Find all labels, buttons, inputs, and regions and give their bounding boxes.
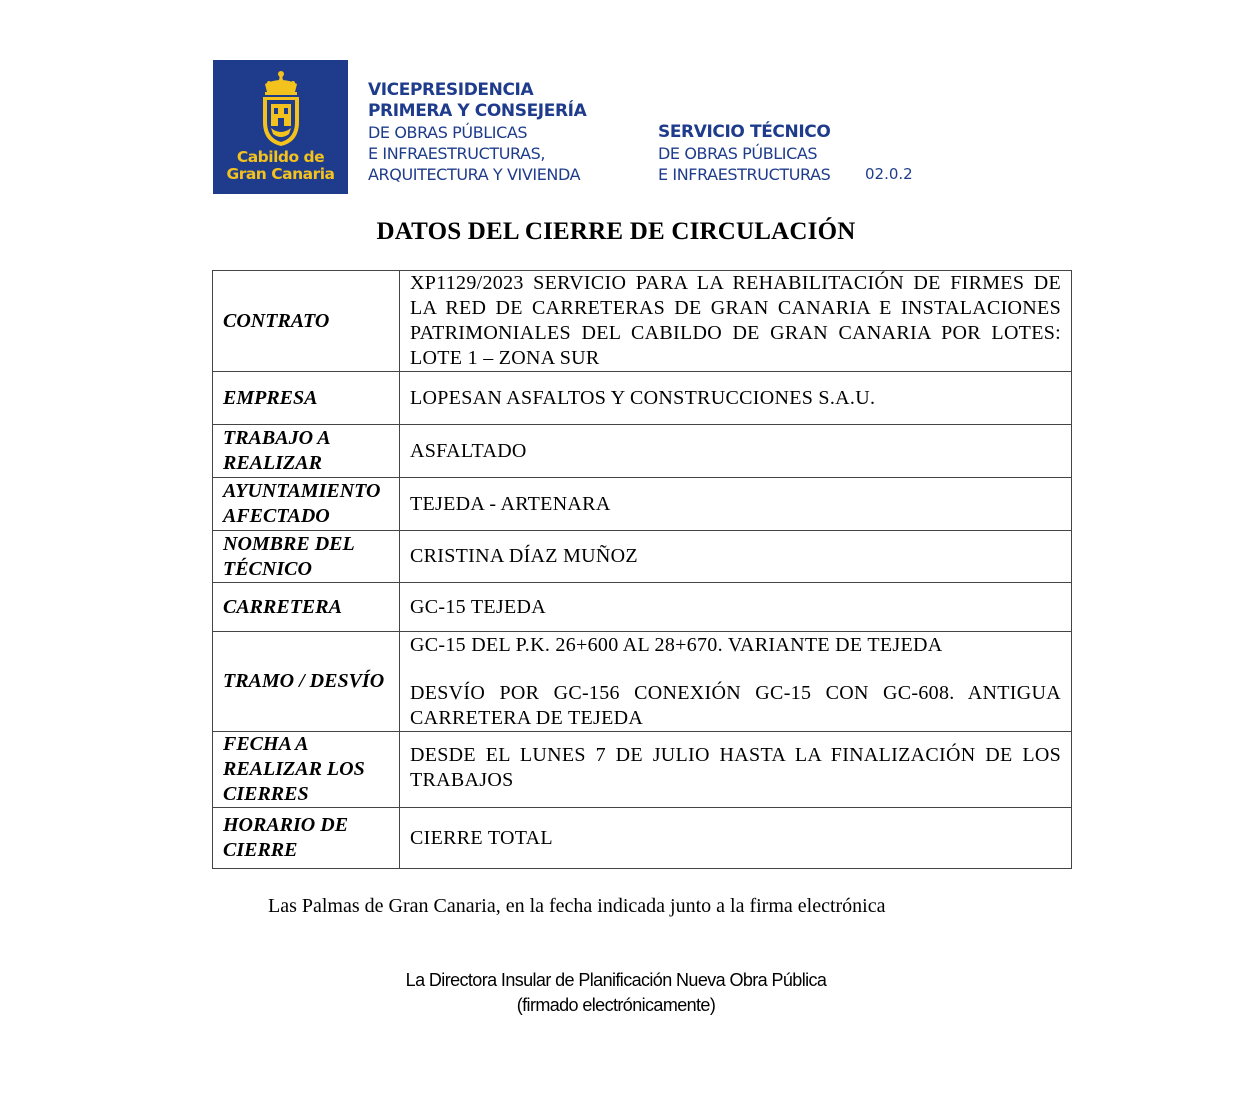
spacer [410, 658, 1061, 681]
closure-data-table [212, 270, 1072, 869]
signature-note: (firmado electrónicamente) [516, 995, 716, 1015]
row-label: CARRETERA [213, 583, 400, 632]
row-label: AYUNTAMIENTO AFECTADO [213, 478, 400, 531]
row-value: CIERRE TOTAL [400, 808, 1072, 869]
table-row [213, 583, 1072, 632]
row-label: NOMBRE DEL TÉCNICO [213, 531, 400, 583]
desvio-text: DESVÍO POR GC-156 CONEXIÓN GC-15 CON GC-608. ANTIGUA CARRETERA DE TEJEDA [410, 681, 1061, 729]
row-value: DESDE EL LUNES 7 DE JULIO HASTA LA FINALIZACIÓN DE LOS TRABAJOS [400, 732, 1072, 808]
row-value: CRISTINA DÍAZ MUÑOZ [400, 531, 1072, 583]
row-value: LOPESAN ASFALTOS Y CONSTRUCCIONES S.A.U. [400, 372, 1072, 425]
row-value: XP1129/2023 SERVICIO PARA LA REHABILITACIÓN DE FIRMES DE LA RED DE CARRETERAS DE GRAN CANARIA E INSTALACIONES PATRIMONIALES DEL CABILDO DE GRAN CANARIA POR LOTES: LOTE 1 – ZONA SUR [400, 271, 1072, 372]
row-label: TRAMO / DESVÍO [213, 632, 400, 732]
row-label: CONTRATO [213, 271, 400, 372]
row-label: EMPRESA [213, 372, 400, 425]
row-value: ASFALTADO [400, 425, 1072, 478]
header-line: VICEPRESIDENCIA [368, 80, 534, 100]
header-line: DE OBRAS PÚBLICAS [368, 123, 528, 142]
header-line: SERVICIO TÉCNICO [658, 122, 831, 142]
table-row [213, 632, 1072, 732]
header-line: PRIMERA Y CONSEJERÍA [368, 101, 587, 121]
row-value: GC-15 TEJEDA [400, 583, 1072, 632]
header-line: E INFRAESTRUCTURAS, [368, 144, 546, 163]
document-code: 02.0.2 [865, 165, 913, 183]
table-row [213, 372, 1072, 425]
servicio-header [658, 122, 830, 185]
table-row [213, 478, 1072, 531]
cabildo-logo [213, 60, 348, 194]
tramo-text: GC-15 DEL P.K. 26+600 AL 28+670. VARIANTE DE TEJEDA [410, 633, 943, 656]
row-value: TEJEDA - ARTENARA [400, 478, 1072, 531]
row-label: FECHA A REALIZAR LOS CIERRES [213, 732, 400, 808]
row-value [400, 632, 1072, 732]
header-line: E INFRAESTRUCTURAS [658, 165, 831, 184]
logo-line-1: Cabildo de [236, 148, 325, 166]
table-row [213, 271, 1072, 372]
table-row [213, 425, 1072, 478]
header-line: ARQUITECTURA Y VIVIENDA [368, 165, 581, 184]
coat-of-arms-icon [259, 70, 303, 148]
page-title: DATOS DEL CIERRE DE CIRCULACIÓN [376, 218, 856, 245]
table-row [213, 732, 1072, 808]
place-date-line: Las Palmas de Gran Canaria, en la fecha indicada junto a la firma electrónica [268, 895, 886, 917]
vicepresidencia-header [368, 80, 586, 185]
logo-line-2: Gran Canaria [226, 165, 335, 183]
signer-title: La Directora Insular de Planificación Nueva Obra Pública [405, 970, 827, 990]
row-label: HORARIO DE CIERRE [213, 808, 400, 869]
header-line: DE OBRAS PÚBLICAS [658, 144, 818, 163]
table-row [213, 531, 1072, 583]
row-label: TRABAJO A REALIZAR [213, 425, 400, 478]
table-row [213, 808, 1072, 869]
